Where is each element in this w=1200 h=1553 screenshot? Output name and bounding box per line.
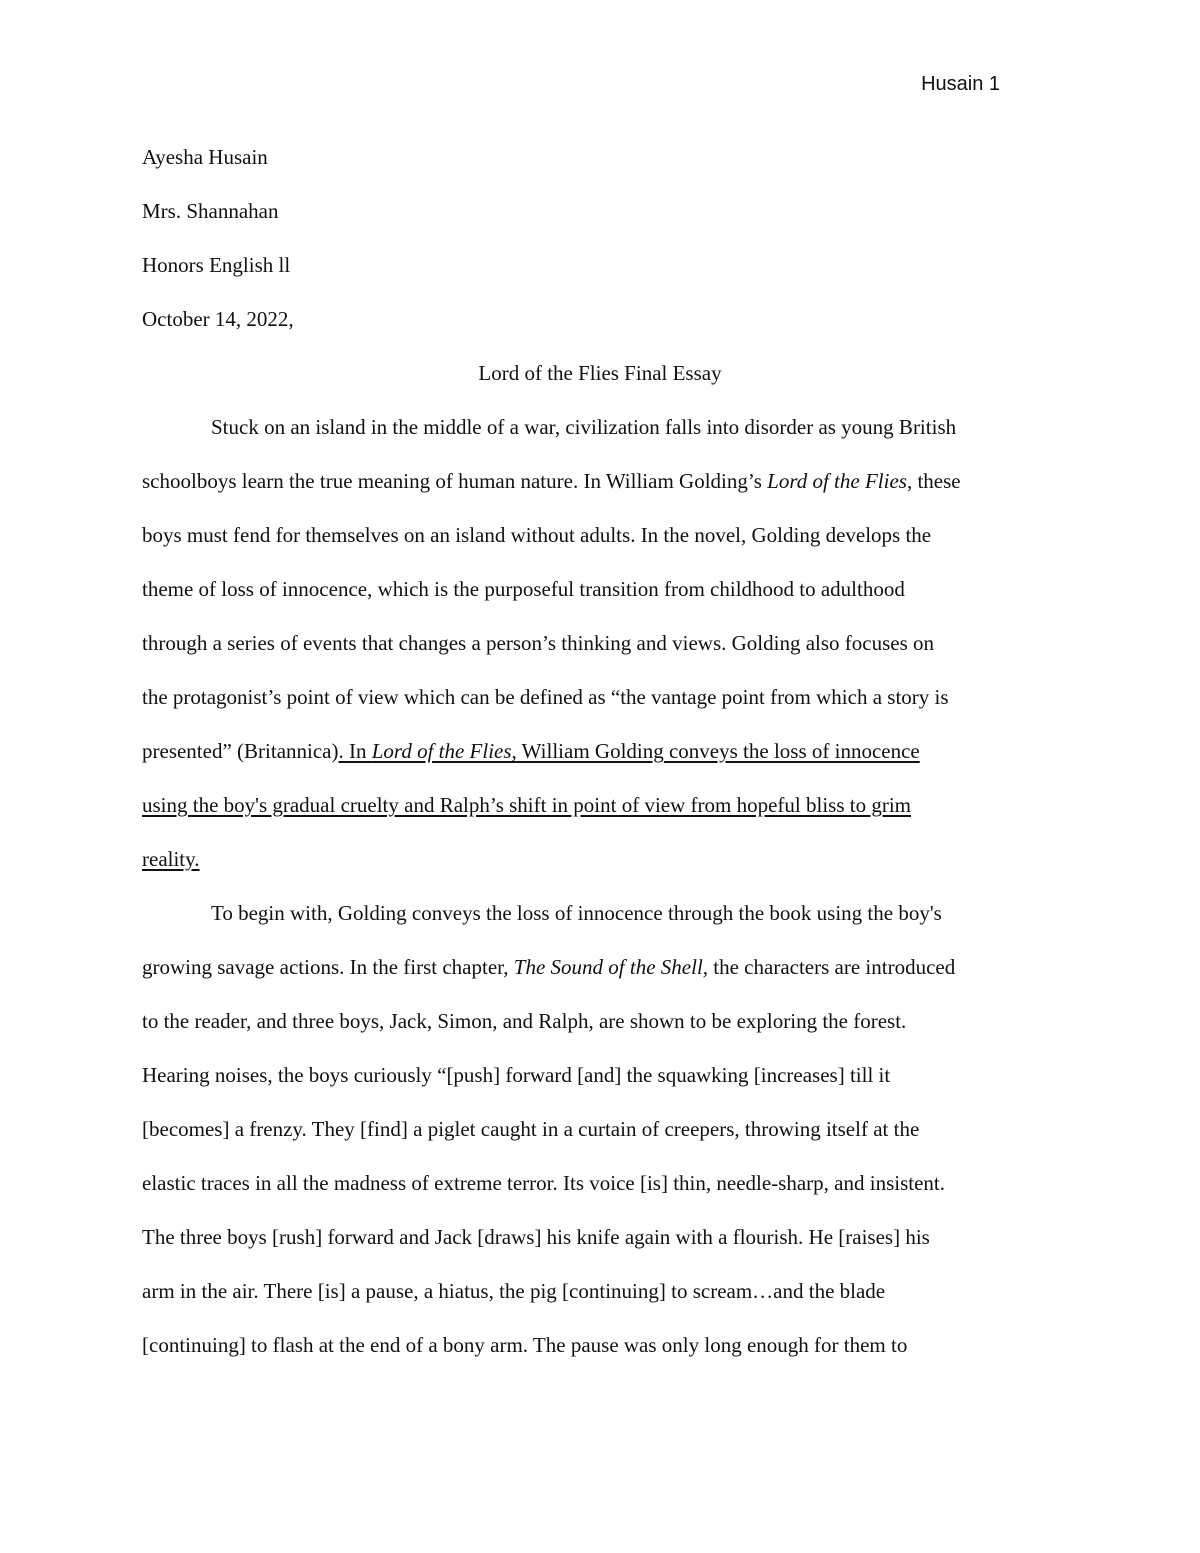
thesis-book-title: Lord of the Flies, <box>371 739 517 763</box>
p1-line-1: Stuck on an island in the middle of a war, civilization falls into disorder as young British <box>211 415 957 439</box>
running-head: Husain 1 <box>921 73 1000 95</box>
p1-line-7-text-a: presented” (Britannica) <box>142 739 339 763</box>
p1-line-2-text-c: , these <box>906 469 961 493</box>
p2-line-3: to the reader, and three boys, Jack, Simon, and Ralph, are shown to be exploring the forest. <box>142 1009 907 1033</box>
p1-line-6: the protagonist’s point of view which can be defined as “the vantage point from which a story is <box>142 685 949 709</box>
p1-line-4: theme of loss of innocence, which is the purposeful transition from childhood to adulthood <box>142 577 905 601</box>
p1-line-7 <box>142 738 920 764</box>
thesis-part-2: William Golding conveys the loss of innocence <box>516 739 920 763</box>
p2-chapter-title: The Sound of the Shell, <box>513 955 709 979</box>
essay-date: October 14, 2022, <box>142 307 294 331</box>
p2-line-1: To begin with, Golding conveys the loss of innocence through the book using the boy's <box>211 901 942 925</box>
author-name: Ayesha Husain <box>142 145 268 169</box>
p2-line-8: arm in the air. There [is] a pause, a hiatus, the pig [continuing] to scream…and the blade <box>142 1279 886 1303</box>
essay-title: Lord of the Flies Final Essay <box>478 361 722 385</box>
course-name: Honors English ll <box>142 253 291 277</box>
p2-line-2 <box>142 954 955 980</box>
p1-line-3: boys must fend for themselves on an island without adults. In the novel, Golding develops the <box>142 523 932 547</box>
p2-line-9: [continuing] to flash at the end of a bony arm. The pause was only long enough for them to <box>142 1333 908 1357</box>
p1-book-title: Lord of the Flies <box>767 469 907 493</box>
p1-line-2 <box>142 468 961 494</box>
thesis-line-2: using the boy's gradual cruelty and Ralph’s shift in point of view from hopeful bliss to grim <box>142 793 912 817</box>
p1-line-2-text-a: schoolboys learn the true meaning of human nature. In William Golding’s <box>142 469 768 493</box>
p2-line-7: The three boys [rush] forward and Jack [draws] his knife again with a flourish. He [raises] his <box>142 1225 930 1249</box>
teacher-name: Mrs. Shannahan <box>142 199 279 223</box>
thesis-part-1: . In <box>338 739 372 763</box>
p2-line-5: [becomes] a frenzy. They [find] a piglet caught in a curtain of creepers, throwing itself at the <box>142 1117 920 1141</box>
thesis-line-3: reality. <box>142 847 200 871</box>
p2-line-4: Hearing noises, the boys curiously “[push] forward [and] the squawking [increases] till it <box>142 1063 891 1087</box>
p2-line-2-text-c: the characters are introduced <box>708 955 956 979</box>
p2-line-6: elastic traces in all the madness of extreme terror. Its voice [is] thin, needle-sharp, and insistent. <box>142 1171 945 1195</box>
p1-line-5: through a series of events that changes a person’s thinking and views. Golding also focuses on <box>142 631 935 655</box>
p2-line-2-text-a: growing savage actions. In the first chapter, <box>142 955 514 979</box>
